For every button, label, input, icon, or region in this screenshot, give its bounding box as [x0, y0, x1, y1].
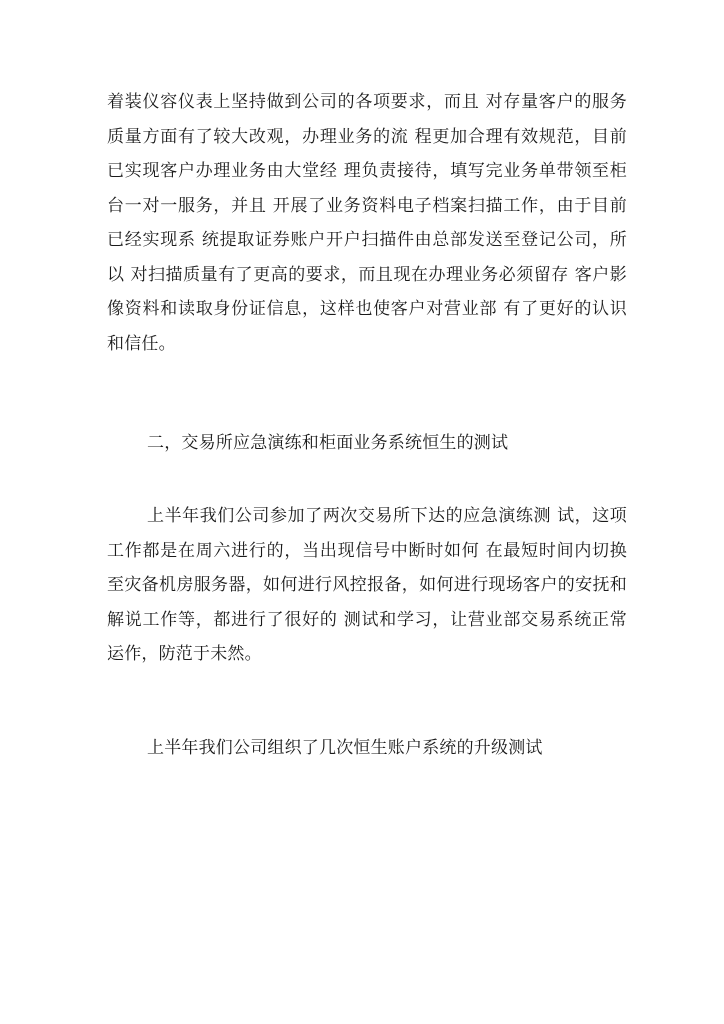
text-line: 着装仪容仪表上坚持做到公司的各项要求，而且 对存量客户的服务	[107, 92, 627, 112]
paragraph-system-upgrade	[107, 731, 627, 766]
text-line: 台一对一服务，并且 开展了业务资料电子档案扫描工作，由于目前	[107, 195, 627, 216]
text-line: 解说工作等，都进行了很好的 测试和学习，让营业部交易系统正常	[107, 609, 627, 630]
heading-text: 二，交易所应急演练和柜面业务系统恒生的测试	[147, 433, 509, 453]
text-line: 工作都是在周六进行的，当出现信号中断时如何 在最短时间内切换	[107, 540, 627, 561]
text-line: 已经实现系 统提取证券账户开户扫描件由总部发送至登记公司，所	[107, 230, 627, 250]
text-line: 质量方面有了较大改观，办理业务的流 程更加合理有效规范，目前	[107, 126, 627, 147]
text-line: 上半年我们公司组织了几次恒生账户系统的升级测试	[147, 738, 543, 758]
text-line: 已实现客户办理业务由大堂经 理负责接待，填写完业务单带领至柜	[107, 161, 627, 181]
section-heading	[107, 426, 627, 461]
text-line: 像资料和读取身份证信息，这样也使客户对营业部 有了更好的认识	[107, 299, 627, 319]
text-line: 以 对扫描质量有了更高的要求，而且现在办理业务必须留存 客户影	[107, 264, 627, 285]
text-line: 至灾备机房服务器，如何进行风控报备，如何进行现场客户的安抚和	[107, 575, 627, 595]
text-line: 上半年我们公司参加了两次交易所下达的应急演练测 试，这项	[147, 506, 627, 526]
text-line: 运作，防范于未然。	[107, 644, 262, 664]
paragraph-service-quality	[107, 85, 627, 361]
text-line: 和信任。	[107, 333, 176, 354]
paragraph-emergency-drill	[107, 499, 627, 672]
